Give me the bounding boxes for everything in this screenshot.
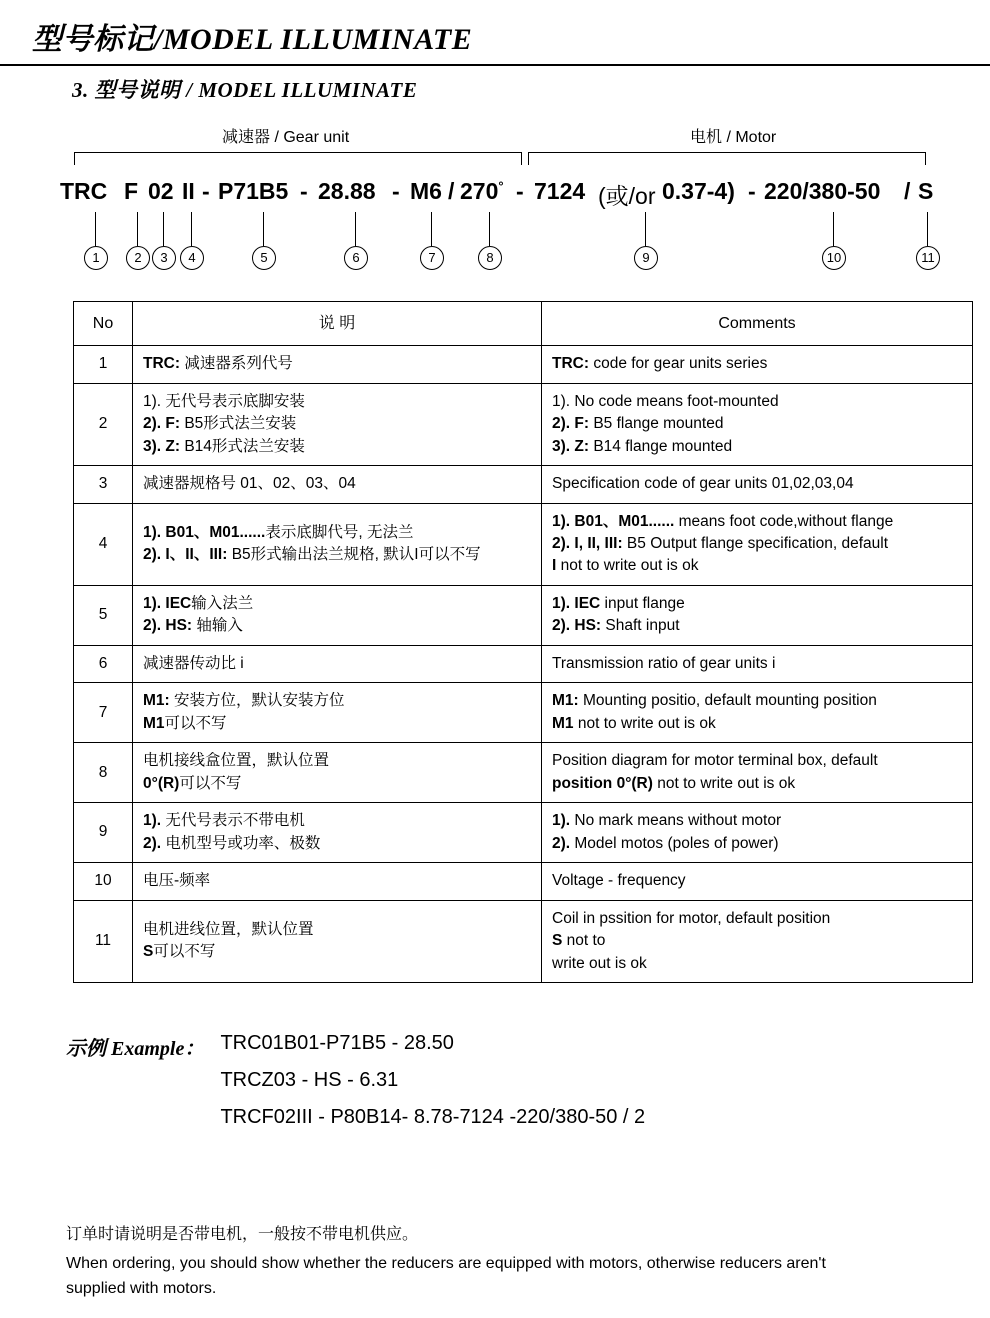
callout-number-1: 1 [84, 246, 108, 270]
row-description-cn: 1). 无代号表示底脚安装 2). F: B5形式法兰安装 3). Z: B14形式法兰安装 [133, 383, 542, 465]
model-code-token: 220/380-50 [764, 178, 881, 204]
row-number: 5 [74, 585, 133, 645]
row-comments-en: 1). IEC input flange 2). HS: Shaft input [542, 585, 973, 645]
ordering-footnote [66, 1222, 966, 1302]
row-comments-en: Specification code of gear units 01,02,03,04 [542, 466, 973, 503]
row-number: 4 [74, 503, 133, 585]
row-description-cn: 电压-频率 [133, 863, 542, 900]
callout-leader-line [137, 212, 138, 246]
table-row [74, 645, 973, 682]
footnote-en-line1: When ordering, you should show whether the reducers are equipped with motors, otherwise reducers aren't [66, 1254, 826, 1272]
example-model-code: TRCZ03 - HS - 6.31 [220, 1069, 399, 1091]
model-code-token: S [918, 178, 934, 204]
example-block [66, 1032, 966, 1143]
table-row [74, 743, 973, 803]
row-number: 8 [74, 743, 133, 803]
callout-leader-line [489, 212, 490, 246]
bracket-label-gear-unit: 减速器 / Gear unit [222, 129, 350, 146]
callout-leader-line [645, 212, 646, 246]
model-code-token: 270° [460, 178, 504, 204]
callout-leader-line [95, 212, 96, 246]
row-description-cn: 1). B01、M01......表示底脚代号, 无法兰 2). I、II、III: B5形式输出法兰规格, 默认I可以不写 [133, 503, 542, 585]
callout-leader-line [431, 212, 432, 246]
row-description-cn: 减速器传动比 i [133, 645, 542, 682]
row-description-cn: 1). 无代号表示不带电机 2). 电机型号或功率、极数 [133, 803, 542, 863]
page-header [0, 14, 990, 66]
row-comments-en: 1). B01、M01...... means foot code,without flange 2). I, II, III: B5 Output flange specification, default I not to write out is ok [542, 503, 973, 585]
model-code-token: (或/or [598, 183, 656, 209]
model-code-brackets [0, 124, 990, 164]
callout-leader-line [163, 212, 164, 246]
table-row [74, 383, 973, 465]
model-legend-table [73, 301, 973, 983]
row-number: 10 [74, 863, 133, 900]
footnote-en-line2: supplied with motors. [66, 1280, 217, 1298]
callout-number-2: 2 [126, 246, 150, 270]
table-row [74, 503, 973, 585]
model-code-token: F [124, 178, 139, 204]
model-code-token: - [392, 178, 400, 204]
row-number: 6 [74, 645, 133, 682]
callout-leader-line [191, 212, 192, 246]
table-row [74, 585, 973, 645]
row-description-cn: TRC: 减速器系列代号 [133, 346, 542, 383]
model-code-token: 7124 [534, 178, 586, 204]
page-title: 型号标记/MODEL ILLUMINATE [32, 23, 473, 56]
model-code-token: / [904, 178, 911, 204]
bracket-motor [528, 152, 926, 165]
callout-leader-line [263, 212, 264, 246]
model-code-token: 28.88 [318, 178, 376, 204]
row-number: 9 [74, 803, 133, 863]
model-code-token: - [516, 178, 524, 204]
model-code-token: II [182, 178, 195, 204]
callout-number-11: 11 [916, 246, 940, 270]
table-row [74, 803, 973, 863]
model-code-token: - [202, 178, 210, 204]
header-description-cn: 说 明 [133, 302, 542, 346]
row-number: 11 [74, 900, 133, 982]
model-code-token: TRC [60, 178, 108, 204]
callout-number-7: 7 [420, 246, 444, 270]
example-model-code: TRC01B01-P71B5 - 28.50 [220, 1032, 454, 1054]
header-divider [0, 64, 990, 66]
row-description-cn: 1). IEC输入法兰 2). HS: 轴输入 [133, 585, 542, 645]
table-row [74, 466, 973, 503]
row-comments-en: Position diagram for motor terminal box, default position 0°(R) not to write out is ok [542, 743, 973, 803]
row-comments-en: Voltage - frequency [542, 863, 973, 900]
callout-leader-line [833, 212, 834, 246]
row-number: 7 [74, 683, 133, 743]
table-header-row [74, 302, 973, 346]
table-row [74, 683, 973, 743]
header-comments: Comments [542, 302, 973, 346]
callout-number-3: 3 [152, 246, 176, 270]
row-description-cn: 减速器规格号 01、02、03、04 [133, 466, 542, 503]
example-lines [220, 1032, 645, 1143]
example-label: 示例 Example： [66, 1038, 205, 1060]
callout-number-9: 9 [634, 246, 658, 270]
row-comments-en: 1). No mark means without motor 2). Model motos (poles of power) [542, 803, 973, 863]
row-number: 1 [74, 346, 133, 383]
callout-numbers [0, 212, 990, 292]
table-row [74, 346, 973, 383]
model-code-token: 0.37-4) [662, 178, 735, 204]
callout-number-10: 10 [822, 246, 846, 270]
callout-number-4: 4 [180, 246, 204, 270]
example-model-code: TRCF02III - P80B14- 8.78-7124 -220/380-50 / 2 [220, 1106, 646, 1128]
callout-number-8: 8 [478, 246, 502, 270]
model-code-token: M6 [410, 178, 442, 204]
callout-number-6: 6 [344, 246, 368, 270]
row-comments-en: Coil in pssition for motor, default position S not to write out is ok [542, 900, 973, 982]
model-code-token: P71B5 [218, 178, 289, 204]
model-code-token: - [748, 178, 756, 204]
table-row [74, 863, 973, 900]
header-no: No [74, 302, 133, 346]
row-comments-en: 1). No code means foot-mounted 2). F: B5 flange mounted 3). Z: B14 flange mounted [542, 383, 973, 465]
model-code-string [0, 178, 990, 212]
section-title: 3. 型号说明 / MODEL ILLUMINATE [72, 78, 418, 102]
row-comments-en: Transmission ratio of gear units i [542, 645, 973, 682]
row-description-cn: 电机接线盒位置，默认位置 0°(R)可以不写 [133, 743, 542, 803]
row-description-cn: 电机进线位置，默认位置 S可以不写 [133, 900, 542, 982]
row-number: 3 [74, 466, 133, 503]
row-number: 2 [74, 383, 133, 465]
bracket-label-motor: 电机 / Motor [690, 129, 777, 146]
degree-symbol: ° [498, 178, 504, 194]
footnote-cn: 订单时请说明是否带电机，一般按不带电机供应。 [66, 1226, 419, 1243]
row-description-cn: M1: 安装方位，默认安装方位 M1可以不写 [133, 683, 542, 743]
bracket-gear-unit [74, 152, 522, 165]
callout-number-5: 5 [252, 246, 276, 270]
callout-leader-line [927, 212, 928, 246]
model-code-token: 02 [148, 178, 174, 204]
model-code-token: / [448, 178, 455, 204]
model-code-token: - [300, 178, 308, 204]
row-comments-en: TRC: code for gear units series [542, 346, 973, 383]
callout-leader-line [355, 212, 356, 246]
row-comments-en: M1: Mounting positio, default mounting position M1 not to write out is ok [542, 683, 973, 743]
table-row [74, 900, 973, 982]
